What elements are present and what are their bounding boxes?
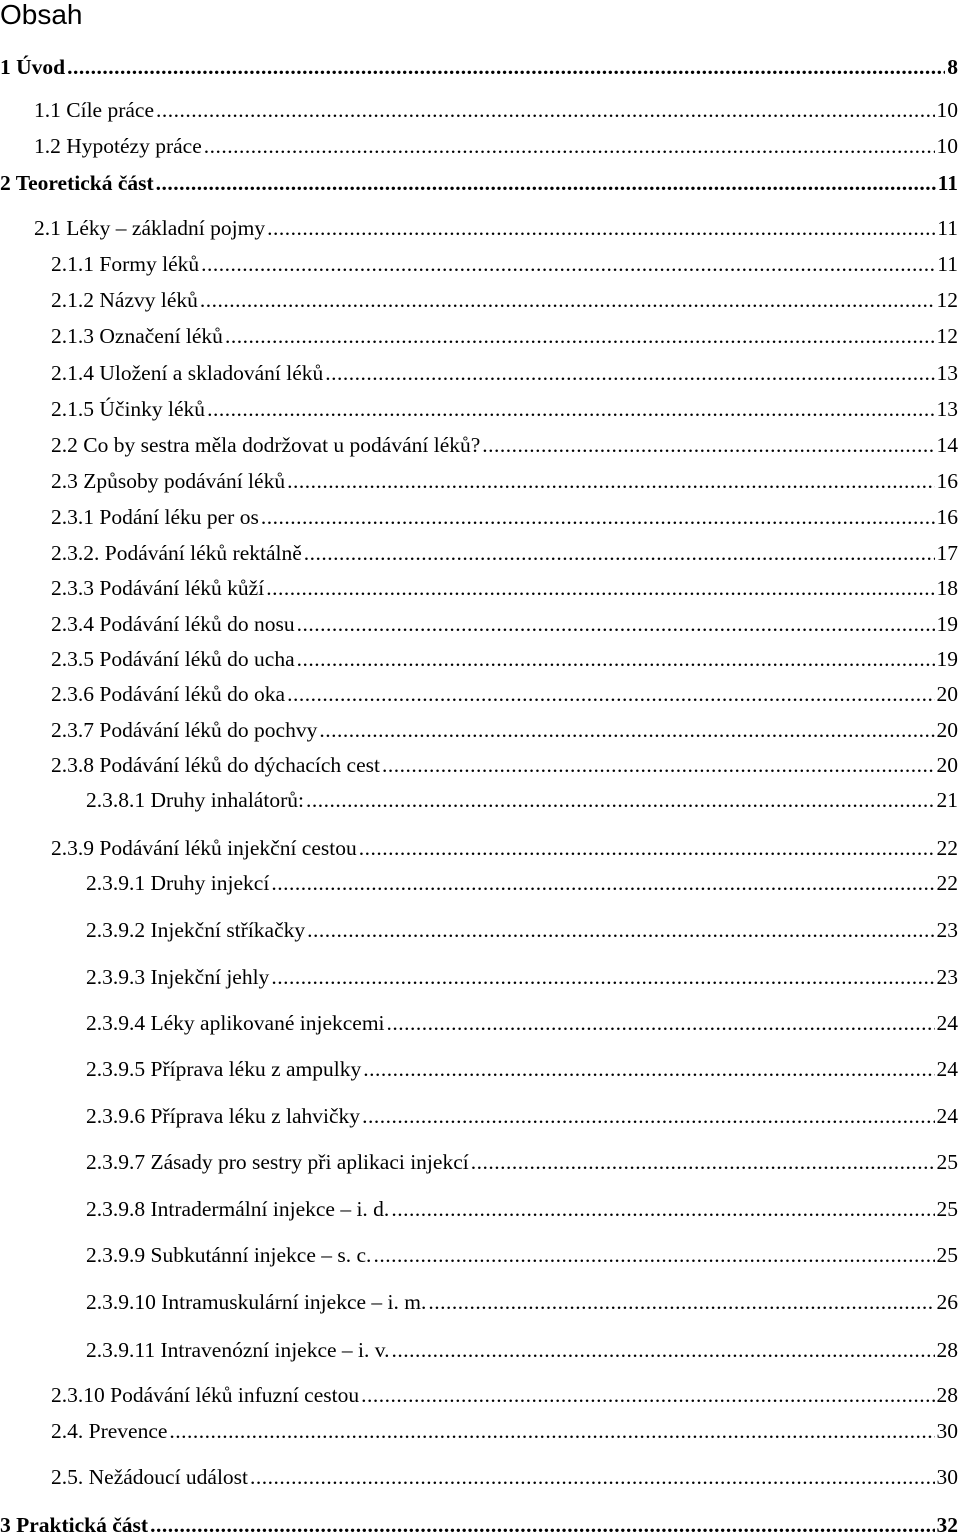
toc-entry[interactable] <box>86 1336 958 1364</box>
toc-entry[interactable] <box>86 963 958 991</box>
toc-entry-title: Příprava léku z ampulky <box>145 1057 362 1081</box>
toc-entry-title: Podávání léků do dýchacích cest <box>94 753 380 777</box>
toc-dot-leader <box>482 431 934 459</box>
toc-entry[interactable] <box>34 132 958 160</box>
toc-entry-page: 11 <box>937 171 958 195</box>
toc-entry[interactable] <box>51 250 958 278</box>
toc-entry-page: 24 <box>936 1011 958 1035</box>
toc-entry-number: 2.3.9.2 <box>86 918 146 942</box>
toc-dot-leader <box>297 610 935 638</box>
toc-entry-number: 2.3.9.4 <box>86 1011 146 1035</box>
toc-entry-page: 16 <box>936 505 958 529</box>
toc-entry[interactable] <box>51 610 958 638</box>
toc-entry[interactable] <box>51 645 958 673</box>
toc-dot-leader <box>471 1148 935 1176</box>
toc-dot-leader <box>361 1381 934 1409</box>
toc-entry[interactable] <box>51 716 958 744</box>
toc-entry-page: 11 <box>937 252 958 276</box>
toc-entry-title: Formy léků <box>94 252 200 276</box>
toc-dot-leader <box>204 132 935 160</box>
toc-entry-page: 23 <box>936 965 958 989</box>
toc-entry-title: Zásady pro sestry při aplikaci injekcí <box>145 1150 469 1174</box>
toc-entry[interactable] <box>51 574 958 602</box>
toc-entry-title: Hypotézy práce <box>60 134 202 158</box>
toc-entry-title: Intravenózní injekce – i. v. <box>155 1338 390 1362</box>
toc-entry-page: 28 <box>936 1338 958 1362</box>
toc-entry-page: 24 <box>936 1104 958 1128</box>
toc-entry-title: Co by sestra měla dodržovat u podávání léků? <box>77 433 481 457</box>
toc-entry[interactable] <box>0 169 958 197</box>
toc-entry[interactable] <box>51 1463 958 1491</box>
toc-dot-leader <box>391 1195 934 1223</box>
toc-dot-leader <box>325 359 934 387</box>
toc-entry-page: 19 <box>936 647 958 671</box>
toc-entry-title: Injekční stříkačky <box>145 918 306 942</box>
toc-entry-page: 13 <box>936 361 958 385</box>
toc-entry-title: Podávání léků rektálně <box>99 541 302 565</box>
toc-entry-number: 2.3.4 <box>51 612 94 636</box>
page-title: Obsah <box>0 0 83 30</box>
toc-dot-leader <box>225 322 935 350</box>
toc-entry[interactable] <box>86 786 958 814</box>
toc-entry-page: 20 <box>936 718 958 742</box>
toc-entry-number: 2.4. <box>51 1419 84 1443</box>
toc-entry-title: Podávání léků do ucha <box>94 647 295 671</box>
toc-entry-page: 10 <box>936 98 958 122</box>
toc-entry-number: 2.3.9.10 <box>86 1290 156 1314</box>
toc-entry-title: Příprava léku z lahvičky <box>145 1104 361 1128</box>
toc-entry-number: 2.3.9.11 <box>86 1338 156 1362</box>
toc-entry-page: 19 <box>936 612 958 636</box>
toc-entry[interactable] <box>86 1055 958 1083</box>
toc-entry-page: 11 <box>937 216 958 240</box>
toc-entry-title: Podání léku per os <box>94 505 259 529</box>
toc-entry-title: Injekční jehly <box>145 965 270 989</box>
toc-entry-title: Označení léků <box>94 324 223 348</box>
toc-entry-number: 2.3.9.6 <box>86 1104 146 1128</box>
toc-entry-page: 21 <box>936 788 958 812</box>
toc-dot-leader <box>267 214 935 242</box>
toc-entry-page: 30 <box>936 1419 958 1443</box>
toc-entry[interactable] <box>51 834 958 862</box>
toc-entry-page: 25 <box>936 1150 958 1174</box>
toc-entry-title: Intramuskulární injekce – i. m. <box>155 1290 427 1314</box>
toc-dot-leader <box>287 680 934 708</box>
toc-dot-leader <box>297 645 935 673</box>
toc-entry-title: Podávání léků infuzní cestou <box>104 1383 360 1407</box>
toc-entry-title: Uložení a skladování léků <box>94 361 324 385</box>
toc-entry-page: 17 <box>936 541 958 565</box>
toc-entry-number: 2.3.8.1 <box>86 788 146 812</box>
toc-entry-title: Intradermální injekce – i. d. <box>145 1197 390 1221</box>
toc-entry-number: 2.3.1 <box>51 505 94 529</box>
toc-entry[interactable] <box>34 96 958 124</box>
toc-entry-page: 12 <box>936 324 958 348</box>
toc-entry-title: Podávání léků kůží <box>94 576 265 600</box>
toc-entry-page: 24 <box>936 1057 958 1081</box>
toc-entry-number: 2.3.9 <box>51 836 94 860</box>
toc-entry[interactable] <box>51 359 958 387</box>
toc-dot-leader <box>304 539 935 567</box>
toc-entry-page: 18 <box>936 576 958 600</box>
toc-entry-number: 2.3.9.1 <box>86 871 146 895</box>
toc-entry[interactable] <box>86 869 958 897</box>
toc-dot-leader <box>373 1241 934 1269</box>
toc-dot-leader <box>67 53 945 81</box>
toc-entry-title: Podávání léků do pochvy <box>94 718 318 742</box>
toc-entry-page: 14 <box>936 433 958 457</box>
toc-entry-number: 2.1.2 <box>51 288 94 312</box>
toc-entry-number: 2.3.7 <box>51 718 94 742</box>
toc-entry-number: 2.3.2. <box>51 541 100 565</box>
toc-dot-leader <box>362 1102 934 1130</box>
toc-dot-leader <box>207 395 934 423</box>
toc-dot-leader <box>266 574 934 602</box>
toc-dot-leader <box>271 869 934 897</box>
toc-entry[interactable] <box>34 214 958 242</box>
toc-entry[interactable] <box>0 53 958 81</box>
toc-entry-title: Léky aplikované injekcemi <box>145 1011 385 1035</box>
toc-entry[interactable] <box>51 1417 958 1445</box>
toc-entry[interactable] <box>51 322 958 350</box>
toc-entry-page: 22 <box>936 871 958 895</box>
toc-entry-number: 2.1 <box>34 216 61 240</box>
toc-entry-number: 2.3.9.3 <box>86 965 146 989</box>
toc-entry-title: Účinky léků <box>94 397 206 421</box>
toc-entry-title: Praktická část <box>10 1513 149 1537</box>
toc-entry[interactable] <box>51 431 958 459</box>
toc-dot-leader <box>428 1288 934 1316</box>
toc-entry-page: 16 <box>936 469 958 493</box>
toc-entry-number: 2.3.3 <box>51 576 94 600</box>
toc-entry-page: 8 <box>947 55 958 79</box>
toc-dot-leader <box>319 716 934 744</box>
toc-dot-leader <box>156 169 936 197</box>
toc-entry-number: 1.1 <box>34 98 61 122</box>
toc-entry-page: 30 <box>936 1465 958 1489</box>
toc-entry-number: 3 <box>0 1513 11 1537</box>
toc-entry-title: Názvy léků <box>94 288 198 312</box>
toc-entry[interactable] <box>51 539 958 567</box>
toc-entry-number: 2.1.5 <box>51 397 94 421</box>
toc-entry[interactable] <box>51 503 958 531</box>
toc-entry[interactable] <box>86 916 958 944</box>
toc-entry[interactable] <box>51 467 958 495</box>
toc-entry-number: 1.2 <box>34 134 61 158</box>
toc-dot-leader <box>261 503 935 531</box>
toc-dot-leader <box>200 286 935 314</box>
toc-entry-number: 2.3.6 <box>51 682 94 706</box>
toc-entry-title: Úvod <box>10 55 66 79</box>
toc-entry-number: 2.1.4 <box>51 361 94 385</box>
toc-entry-number: 1 <box>0 55 11 79</box>
toc-entry-number: 2.3.9.5 <box>86 1057 146 1081</box>
toc-entry-number: 2.3.5 <box>51 647 94 671</box>
toc-entry-page: 25 <box>936 1243 958 1267</box>
toc-entry-title: Podávání léků injekční cestou <box>94 836 357 860</box>
toc-entry-page: 28 <box>936 1383 958 1407</box>
toc-entry-title: Prevence <box>83 1419 168 1443</box>
toc-entry[interactable] <box>51 395 958 423</box>
toc-entry-number: 2.3.10 <box>51 1383 105 1407</box>
toc-entry-title: Způsoby podávání léků <box>77 469 286 493</box>
toc-entry[interactable] <box>86 1195 958 1223</box>
toc-entry-number: 2.1.3 <box>51 324 94 348</box>
toc-dot-leader <box>201 250 935 278</box>
toc-dot-leader <box>287 467 934 495</box>
toc-entry-page: 26 <box>936 1290 958 1314</box>
toc-dot-leader <box>250 1463 934 1491</box>
toc-entry-page: 25 <box>936 1197 958 1221</box>
toc-entry-title: Teoretická část <box>10 171 154 195</box>
toc-dot-leader <box>363 1055 934 1083</box>
toc-entry-title: Nežádoucí událost <box>83 1465 249 1489</box>
toc-entry-number: 2.2 <box>51 433 78 457</box>
toc-entry[interactable] <box>51 680 958 708</box>
toc-dot-leader <box>392 1336 935 1364</box>
toc-dot-leader <box>307 916 934 944</box>
toc-dot-leader <box>169 1417 934 1445</box>
toc-entry[interactable] <box>86 1288 958 1316</box>
toc-entry[interactable] <box>51 1381 958 1409</box>
toc-entry-title: Podávání léků do nosu <box>94 612 295 636</box>
toc-dot-leader <box>382 751 935 779</box>
toc-entry-number: 2 <box>0 171 11 195</box>
toc-entry[interactable] <box>86 1009 958 1037</box>
toc-entry-title: Druhy inhalátorů: <box>145 788 304 812</box>
toc-entry-page: 12 <box>936 288 958 312</box>
toc-dot-leader <box>156 96 935 124</box>
toc-entry-page: 13 <box>936 397 958 421</box>
toc-entry[interactable] <box>51 286 958 314</box>
toc-entry-number: 2.3 <box>51 469 78 493</box>
toc-entry-page: 20 <box>936 753 958 777</box>
toc-entry-number: 2.3.8 <box>51 753 94 777</box>
toc-entry-number: 2.3.9.9 <box>86 1243 146 1267</box>
toc-entry-title: Cíle práce <box>60 98 154 122</box>
toc-entry-page: 10 <box>936 134 958 158</box>
toc-entry-number: 2.3.9.7 <box>86 1150 146 1174</box>
toc-entry[interactable] <box>86 1241 958 1269</box>
toc-dot-leader <box>387 1009 935 1037</box>
toc-entry-title: Druhy injekcí <box>145 871 270 895</box>
toc-entry-page: 32 <box>936 1513 958 1537</box>
toc-dot-leader <box>150 1511 934 1539</box>
toc-entry-page: 22 <box>936 836 958 860</box>
toc-dot-leader <box>359 834 935 862</box>
toc-entry-page: 23 <box>936 918 958 942</box>
toc-entry-title: Podávání léků do oka <box>94 682 286 706</box>
toc-entry-page: 20 <box>936 682 958 706</box>
toc-entry[interactable] <box>86 1148 958 1176</box>
toc-entry[interactable] <box>0 1511 958 1539</box>
toc-entry-number: 2.5. <box>51 1465 84 1489</box>
toc-entry-number: 2.1.1 <box>51 252 94 276</box>
toc-entry-title: Léky – základní pojmy <box>60 216 266 240</box>
toc-dot-leader <box>306 786 935 814</box>
toc-entry[interactable] <box>51 751 958 779</box>
toc-entry[interactable] <box>86 1102 958 1130</box>
toc-entry-title: Subkutánní injekce – s. c. <box>145 1243 372 1267</box>
toc-dot-leader <box>271 963 934 991</box>
toc-entry-number: 2.3.9.8 <box>86 1197 146 1221</box>
